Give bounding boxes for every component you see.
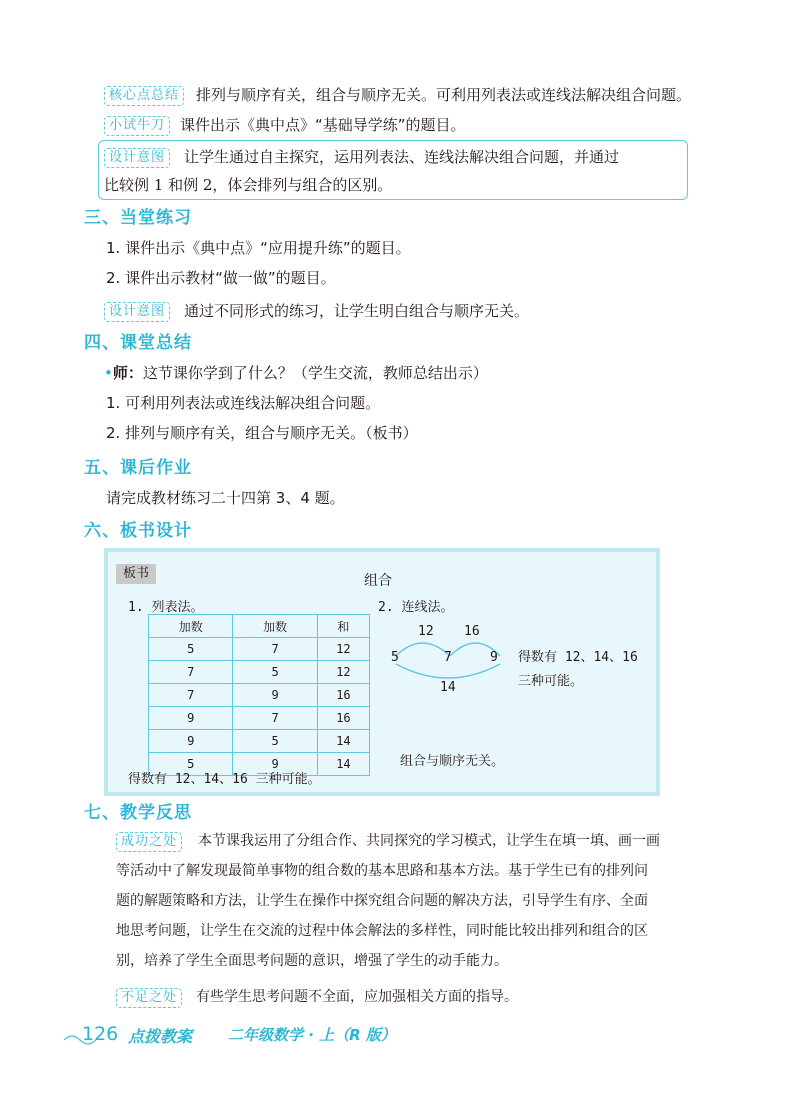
table-cell: 12 xyxy=(317,638,369,661)
homework-text: 请完成教材练习二十四第 3、4 题。 xyxy=(106,489,345,507)
table-cell: 16 xyxy=(317,707,369,730)
success-line-3: 题的解题策略和方法，让学生在操作中探究组合问题的解决方法，引导学生有序、全面 xyxy=(116,893,648,909)
table-header-row xyxy=(149,615,370,638)
arc-5-7 xyxy=(396,643,450,656)
bullet-icon: • xyxy=(104,364,113,382)
success-line-1: 本节课我运用了分组合作、共同探究的学习模式，让学生在填一填、画一画 xyxy=(198,833,660,849)
table-cell: 7 xyxy=(149,661,233,684)
table-row xyxy=(149,730,370,753)
table-cell: 7 xyxy=(233,707,317,730)
try-tag: 小试牛刀 xyxy=(104,116,170,136)
table-cell: 12 xyxy=(317,661,369,684)
table-cell: 7 xyxy=(233,638,317,661)
teacher-text: 这节课你学到了什么？（学生交流，教师总结出示） xyxy=(142,364,488,382)
sum-label-16: 16 xyxy=(464,624,480,639)
method-2-label: 2. 连线法。 xyxy=(378,600,454,615)
table-cell: 9 xyxy=(149,707,233,730)
try-text: 课件出示《典中点》“基础导学练”的题目。 xyxy=(180,116,466,134)
success-line-5: 别，培养了学生全面思考问题的意识，增强了学生的动手能力。 xyxy=(116,953,508,969)
table-row xyxy=(149,638,370,661)
section-3-intent-text: 通过不同形式的练习，让学生明白组合与顺序无关。 xyxy=(184,302,530,320)
table-cell: 14 xyxy=(317,753,369,776)
lines-result-1: 得数有 12、14、16 xyxy=(518,650,638,665)
table-row xyxy=(149,661,370,684)
design-intent-tag: 设计意图 xyxy=(104,148,170,168)
book-title: 二年级数学 · 上（R 版） xyxy=(228,1026,396,1044)
brand-logo: 点拨教案 xyxy=(128,1027,193,1046)
table-header-cell: 和 xyxy=(317,615,369,638)
section-4-item-2: 2. 排列与顺序有关，组合与顺序无关。（板书） xyxy=(106,424,418,442)
table-cell: 9 xyxy=(149,730,233,753)
table-cell: 16 xyxy=(317,684,369,707)
table-row xyxy=(149,707,370,730)
section-5-heading: 五、课后作业 xyxy=(84,458,192,478)
table-cell: 5 xyxy=(233,730,317,753)
section-3-heading: 三、当堂练习 xyxy=(84,208,192,228)
success-tag: 成功之处 xyxy=(116,832,182,852)
section-6-heading: 六、板书设计 xyxy=(84,521,192,541)
board-title: 组合 xyxy=(364,573,392,589)
table-header-cell: 加数 xyxy=(149,615,233,638)
node-5: 5 xyxy=(391,650,399,665)
table-cell: 9 xyxy=(233,684,317,707)
method-1-label: 1. 列表法。 xyxy=(128,600,204,615)
table-cell: 9 xyxy=(233,753,317,776)
board-tag: 板书 xyxy=(116,564,156,584)
node-7: 7 xyxy=(444,650,452,665)
section-7-heading: 七、教学反思 xyxy=(84,803,192,823)
key-summary-tag: 核心点总结 xyxy=(104,86,184,106)
node-9: 9 xyxy=(490,650,498,665)
sum-table xyxy=(148,614,370,776)
table-cell: 5 xyxy=(149,638,233,661)
design-intent-line-1: 让学生通过自主探究，运用列表法、连线法解决组合问题，并通过 xyxy=(184,148,620,166)
teacher-line xyxy=(104,362,488,384)
table-cell: 5 xyxy=(233,661,317,684)
board-conclusion: 组合与顺序无关。 xyxy=(400,754,505,769)
table-header-cell: 加数 xyxy=(233,615,317,638)
sum-label-12: 12 xyxy=(418,624,434,639)
success-line-4: 地思考问题，让学生在交流的过程中体会解法的多样性，同时能比较出排列和组合的区 xyxy=(116,923,648,939)
section-4-heading: 四、课堂总结 xyxy=(84,333,192,353)
arc-5-9 xyxy=(396,664,500,678)
design-intent-line-2: 比较例 1 和例 2，体会排列与组合的区别。 xyxy=(104,176,393,194)
key-summary-text: 排列与顺序有关，组合与顺序无关。可利用列表法或连线法解决组合问题。 xyxy=(196,86,692,104)
table-conclusion: 得数有 12、14、16 三种可能。 xyxy=(128,772,321,787)
section-3-intent-tag: 设计意图 xyxy=(104,302,170,322)
blackboard-design xyxy=(104,548,660,796)
table-row xyxy=(149,684,370,707)
table-cell: 5 xyxy=(149,753,233,776)
sum-label-14: 14 xyxy=(440,680,456,695)
success-line-2: 等活动中了解发现最简单事物的组合数的基本思路和基本方法。基于学生已有的排列问 xyxy=(116,863,648,879)
section-4-item-1: 1. 可利用列表法或连线法解决组合问题。 xyxy=(106,394,381,412)
shortfall-text: 有些学生思考问题不全面，应加强相关方面的指导。 xyxy=(196,989,518,1005)
table-cell: 14 xyxy=(317,730,369,753)
shortfall-tag: 不足之处 xyxy=(116,988,182,1008)
section-3-item-2: 2. 课件出示教材“做一做”的题目。 xyxy=(106,269,336,287)
teacher-label: 师： xyxy=(112,364,143,382)
page-number: 126 xyxy=(82,1023,119,1045)
lines-result-2: 三种可能。 xyxy=(518,674,584,689)
table-cell: 7 xyxy=(149,684,233,707)
section-3-item-1: 1. 课件出示《典中点》“应用提升练”的题目。 xyxy=(106,239,411,257)
